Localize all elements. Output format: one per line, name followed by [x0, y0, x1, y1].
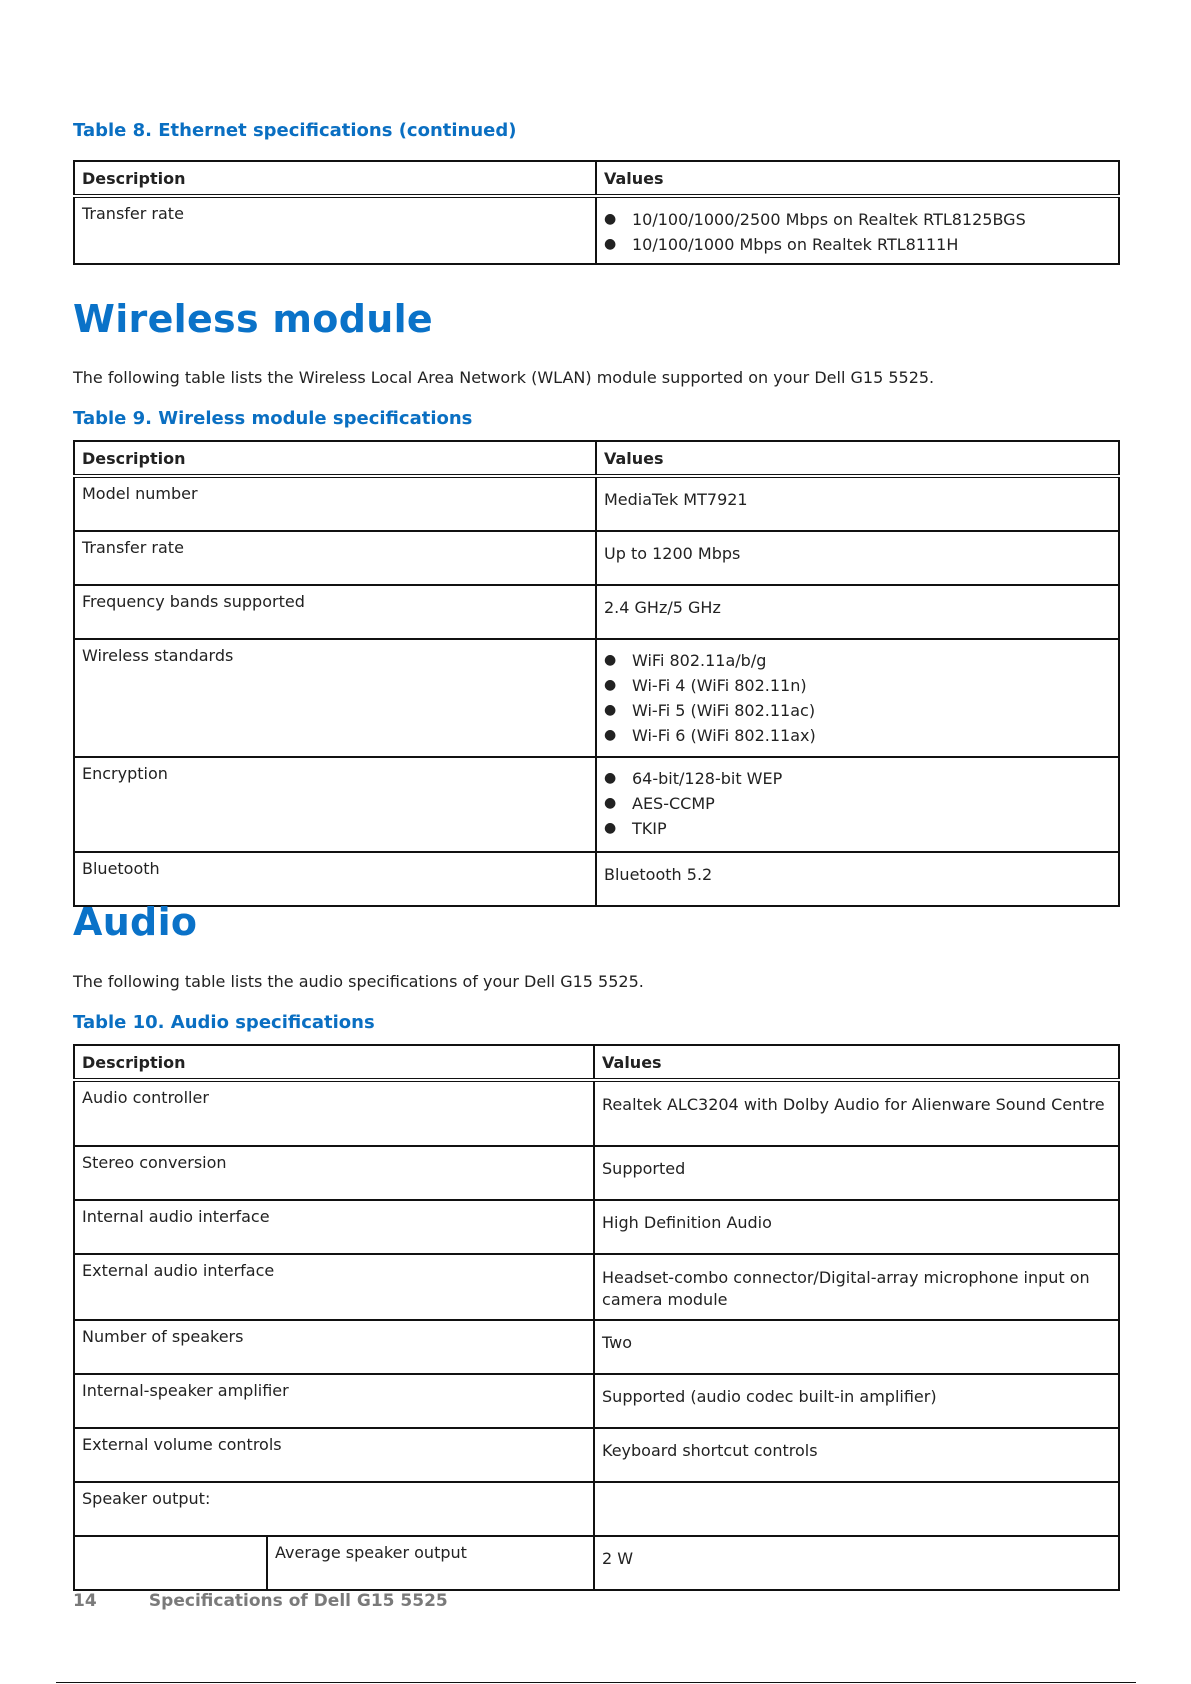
list-item: ● Wi-Fi 4 (WiFi 802.11n) — [604, 673, 1111, 698]
row-value: 2.4 GHz/5 GHz — [596, 585, 1119, 639]
page-footer — [73, 1591, 448, 1611]
row-description: Stereo conversion — [74, 1146, 594, 1200]
row-values — [596, 196, 1119, 264]
row-description: Transfer rate — [74, 531, 596, 585]
row-description: Bluetooth — [74, 852, 596, 906]
table-row — [74, 1482, 1119, 1536]
table-header-row — [74, 161, 1119, 196]
row-description: External volume controls — [74, 1428, 594, 1482]
row-values — [596, 639, 1119, 757]
wireless-intro: The following table lists the Wireless Local Area Network (WLAN) module supported on your Dell G15 5525. — [73, 368, 935, 387]
row-value: Bluetooth 5.2 — [596, 852, 1119, 906]
row-value: 2 W — [594, 1536, 1119, 1590]
row-description: Speaker output: — [74, 1482, 594, 1536]
table-row — [74, 1254, 1119, 1320]
table-row — [74, 1374, 1119, 1428]
list-item: ● AES-CCMP — [604, 791, 1111, 816]
header-description: Description — [74, 1045, 594, 1080]
row-description: External audio interface — [74, 1254, 594, 1320]
row-description: Wireless standards — [74, 639, 596, 757]
audio-table-caption: Table 10. Audio specifications — [73, 1012, 375, 1033]
audio-intro: The following table lists the audio specifications of your Dell G15 5525. — [73, 972, 644, 991]
row-description: Frequency bands supported — [74, 585, 596, 639]
sub-row-indent — [74, 1536, 267, 1590]
table-row — [74, 852, 1119, 906]
row-description: Internal-speaker amplifier — [74, 1374, 594, 1428]
row-description: Number of speakers — [74, 1320, 594, 1374]
table-row — [74, 757, 1119, 852]
row-value: Up to 1200 Mbps — [596, 531, 1119, 585]
table-row — [74, 585, 1119, 639]
table-row — [74, 1320, 1119, 1374]
table-row — [74, 1080, 1119, 1146]
table-sub-row — [74, 1536, 1119, 1590]
row-value — [594, 1482, 1119, 1536]
list-item: ● 10/100/1000 Mbps on Realtek RTL8111H — [604, 232, 1111, 257]
row-value: Supported — [594, 1146, 1119, 1200]
bottom-divider — [56, 1682, 1136, 1683]
row-value: High Definition Audio — [594, 1200, 1119, 1254]
row-description: Encryption — [74, 757, 596, 852]
wireless-table-caption: Table 9. Wireless module specifications — [73, 408, 473, 429]
wireless-table — [73, 440, 1120, 907]
table-row — [74, 1200, 1119, 1254]
row-value: Keyboard shortcut controls — [594, 1428, 1119, 1482]
header-values: Values — [594, 1045, 1119, 1080]
audio-heading: Audio — [73, 900, 198, 944]
table-row — [74, 639, 1119, 757]
row-description: Transfer rate — [74, 196, 596, 264]
table-row — [74, 531, 1119, 585]
table-row — [74, 1428, 1119, 1482]
table-row — [74, 476, 1119, 531]
row-value: Headset-combo connector/Digital-array microphone input on camera module — [594, 1254, 1119, 1320]
row-value: Realtek ALC3204 with Dolby Audio for Alienware Sound Centre — [594, 1080, 1119, 1146]
ethernet-table — [73, 160, 1120, 265]
header-description: Description — [74, 161, 596, 196]
list-item: ● WiFi 802.11a/b/g — [604, 648, 1111, 673]
row-description: Audio controller — [74, 1080, 594, 1146]
footer-title: Specifications of Dell G15 5525 — [148, 1591, 448, 1611]
page-number: 14 — [73, 1591, 97, 1611]
header-description: Description — [74, 441, 596, 476]
row-description: Model number — [74, 476, 596, 531]
table-row — [74, 1146, 1119, 1200]
row-value: Supported (audio codec built-in amplifier) — [594, 1374, 1119, 1428]
list-item: ● 64-bit/128-bit WEP — [604, 766, 1111, 791]
list-item: ● Wi-Fi 5 (WiFi 802.11ac) — [604, 698, 1111, 723]
list-item: ● 10/100/1000/2500 Mbps on Realtek RTL8125BGS — [604, 207, 1111, 232]
header-values: Values — [596, 161, 1119, 196]
audio-table — [73, 1044, 1120, 1591]
list-item: ● Wi-Fi 6 (WiFi 802.11ax) — [604, 723, 1111, 748]
list-item: ● TKIP — [604, 816, 1111, 841]
row-value: MediaTek MT7921 — [596, 476, 1119, 531]
wireless-heading: Wireless module — [73, 297, 433, 341]
header-values: Values — [596, 441, 1119, 476]
row-description: Internal audio interface — [74, 1200, 594, 1254]
table-header-row — [74, 1045, 1119, 1080]
table-header-row — [74, 441, 1119, 476]
table-row — [74, 196, 1119, 264]
row-values — [596, 757, 1119, 852]
row-value: Two — [594, 1320, 1119, 1374]
row-description: Average speaker output — [267, 1536, 594, 1590]
ethernet-table-caption: Table 8. Ethernet specifications (continued) — [73, 120, 517, 141]
